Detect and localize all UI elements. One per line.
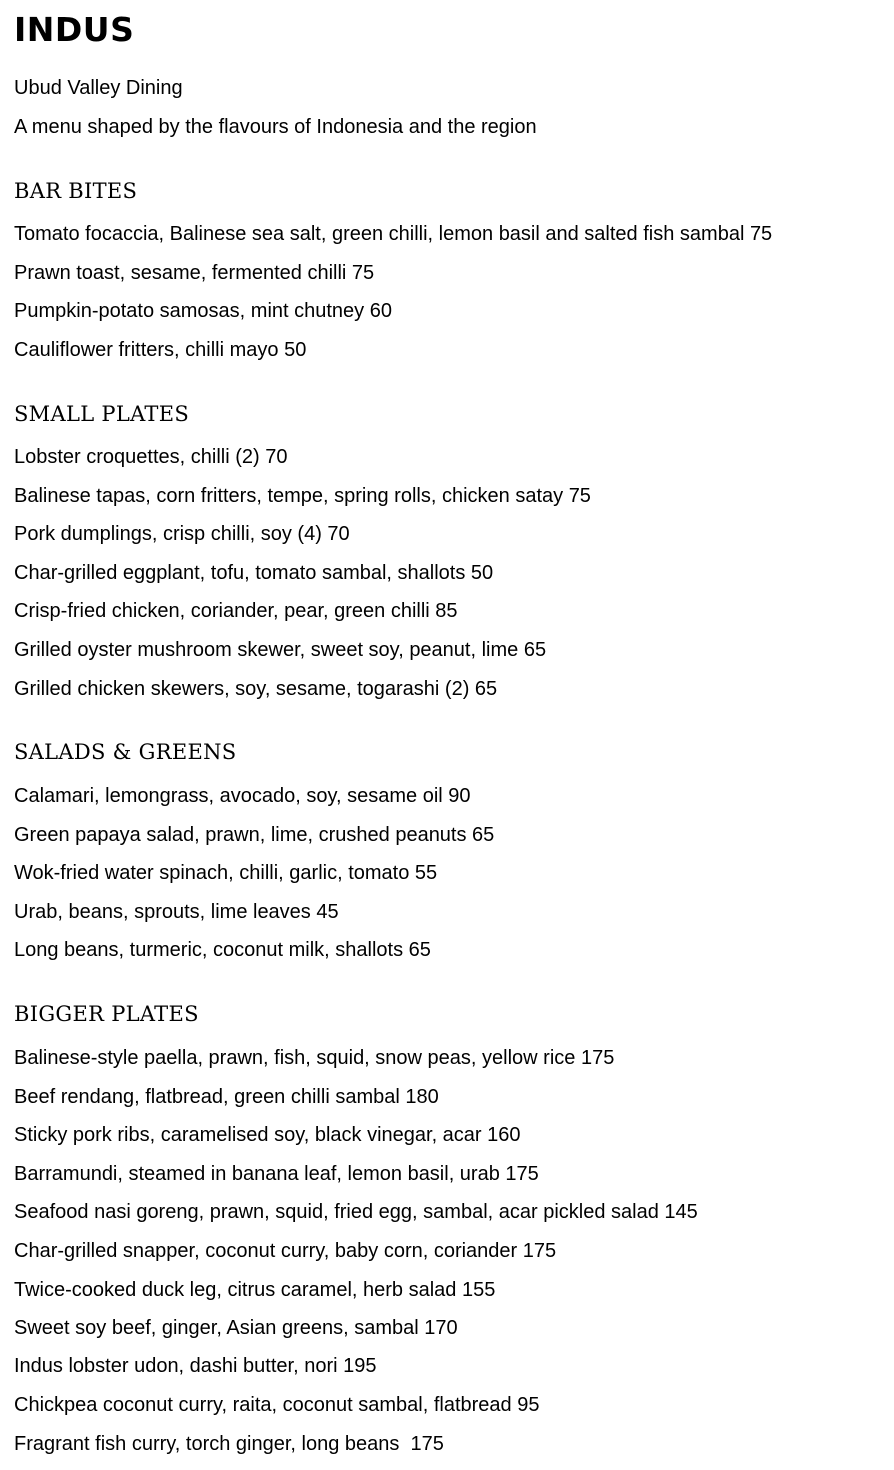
menu-item: Balinese tapas, corn fritters, tempe, spring rolls, chicken satay 75 <box>14 485 591 507</box>
menu-item: Grilled oyster mushroom skewer, sweet soy, peanut, lime 65 <box>14 639 547 661</box>
menu-item: Pork dumplings, crisp chilli, soy (4) 70 <box>14 523 350 545</box>
menu-item: Calamari, lemongrass, avocado, soy, sesame oil 90 <box>14 785 471 807</box>
menu-item: Urab, beans, sprouts, lime leaves 45 <box>14 901 339 923</box>
section-title-bar-bites: BAR BITES <box>14 179 138 203</box>
menu-item: Pumpkin-potato samosas, mint chutney 60 <box>14 300 392 322</box>
menu-item: Fragrant fish curry, torch ginger, long beans 175 <box>14 1433 444 1455</box>
menu-item: Seafood nasi goreng, prawn, squid, fried egg, sambal, acar pickled salad 145 <box>14 1201 698 1223</box>
menu-item: Balinese-style paella, prawn, fish, squid, snow peas, yellow rice 175 <box>14 1047 615 1069</box>
menu-item: Twice-cooked duck leg, citrus caramel, herb salad 155 <box>14 1279 496 1301</box>
menu-item: Char-grilled eggplant, tofu, tomato sambal, shallots 50 <box>14 562 494 584</box>
menu-item: Cauliflower fritters, chilli mayo 50 <box>14 339 307 361</box>
section-title-bigger-plates: BIGGER PLATES <box>14 1002 199 1026</box>
section-title-salads-greens: SALADS & GREENS <box>14 740 237 764</box>
menu-item: Char-grilled snapper, coconut curry, baby corn, coriander 175 <box>14 1240 557 1262</box>
menu-item: Tomato focaccia, Balinese sea salt, green chilli, lemon basil and salted fish sambal 75 <box>14 223 773 245</box>
menu-item: Sticky pork ribs, caramelised soy, black vinegar, acar 160 <box>14 1124 521 1146</box>
restaurant-tagline: A menu shaped by the flavours of Indonesia and the region <box>14 116 537 138</box>
menu-item: Beef rendang, flatbread, green chilli sambal 180 <box>14 1086 439 1108</box>
restaurant-subtitle: Ubud Valley Dining <box>14 77 183 99</box>
menu-item: Crisp-fried chicken, coriander, pear, green chilli 85 <box>14 600 458 622</box>
menu-item: Green papaya salad, prawn, lime, crushed peanuts 65 <box>14 824 495 846</box>
menu-item: Wok-fried water spinach, chilli, garlic, tomato 55 <box>14 862 438 884</box>
menu-item: Grilled chicken skewers, soy, sesame, togarashi (2) 65 <box>14 678 498 700</box>
section-title-small-plates: SMALL PLATES <box>14 402 190 426</box>
menu-item: Chickpea coconut curry, raita, coconut sambal, flatbread 95 <box>14 1394 540 1416</box>
restaurant-name: INDUS <box>14 10 135 49</box>
menu-item: Lobster croquettes, chilli (2) 70 <box>14 446 288 468</box>
menu-item: Barramundi, steamed in banana leaf, lemon basil, urab 175 <box>14 1163 539 1185</box>
menu-item: Long beans, turmeric, coconut milk, shallots 65 <box>14 939 431 961</box>
menu-item: Sweet soy beef, ginger, Asian greens, sambal 170 <box>14 1317 458 1339</box>
menu-item: Indus lobster udon, dashi butter, nori 195 <box>14 1355 377 1377</box>
menu-item: Prawn toast, sesame, fermented chilli 75 <box>14 262 375 284</box>
